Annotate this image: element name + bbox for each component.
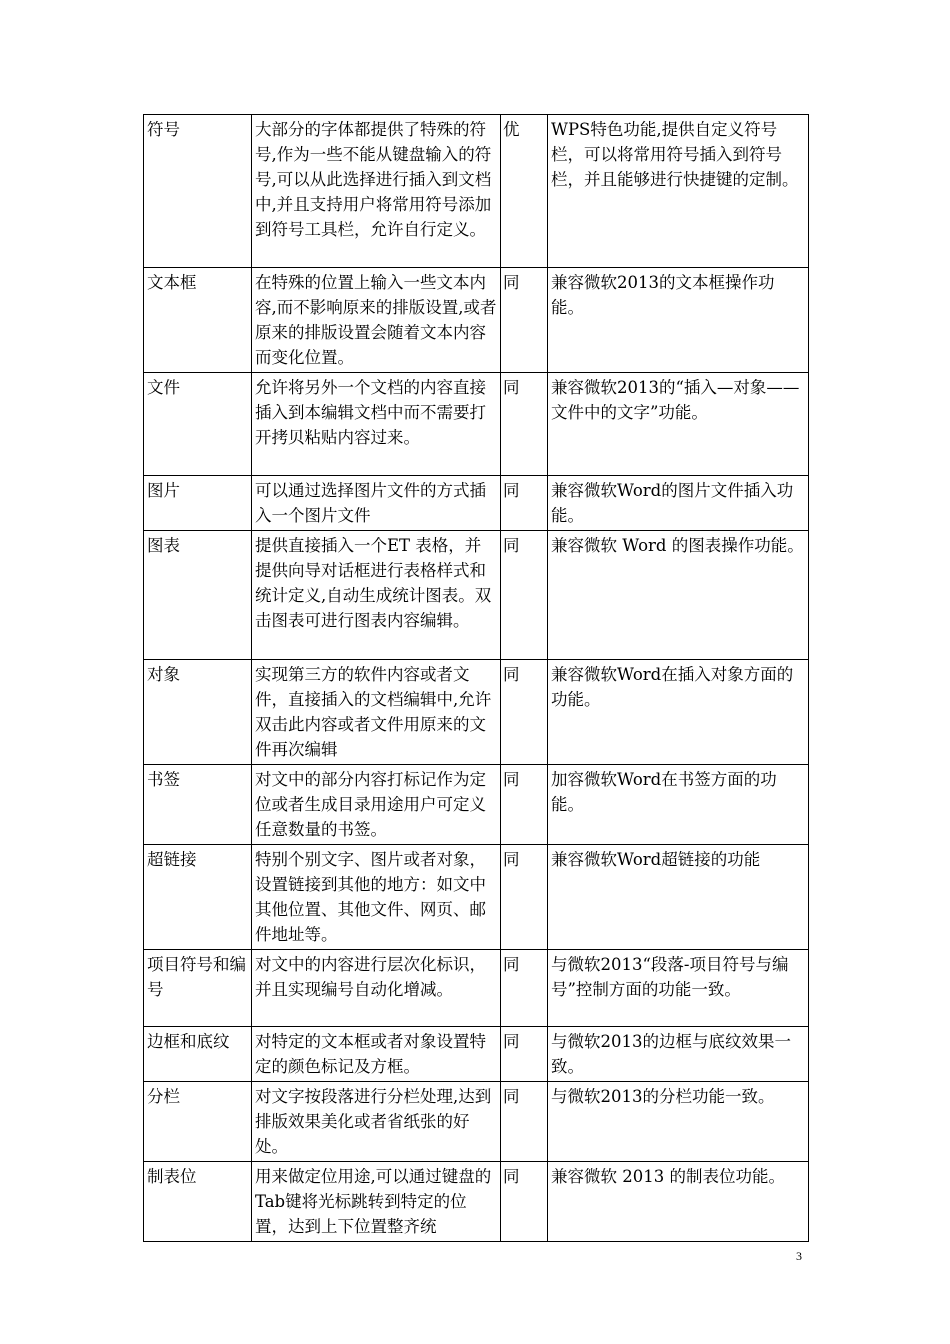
- feature-name-cell: 图表: [144, 531, 252, 660]
- compatibility-note-cell: 与微软2013的分栏功能一致。: [548, 1082, 809, 1162]
- compatibility-note-cell: 兼容微软 2013 的制表位功能。: [548, 1162, 809, 1242]
- feature-name-cell: 分栏: [144, 1082, 252, 1162]
- compatibility-note-cell: WPS特色功能,提供自定义符号栏，可以将常用符号插入到符号栏，并且能够进行快捷键的定制。: [548, 115, 809, 268]
- comparison-cell: 同: [501, 373, 548, 476]
- compatibility-note-cell: 兼容微软2013的“插入—对象——文件中的文字”功能。: [548, 373, 809, 476]
- compatibility-note-cell: 兼容微软 Word 的图表操作功能。: [548, 531, 809, 660]
- table-row: [144, 1027, 809, 1082]
- comparison-cell: 同: [501, 1162, 548, 1242]
- comparison-cell: 同: [501, 476, 548, 531]
- feature-description-cell: 特别个别文字、图片或者对象，设置链接到其他的地方：如文中其他位置、其他文件、网页、邮件地址等。: [252, 845, 501, 950]
- feature-description-cell: 提供直接插入一个ET 表格，并提供向导对话框进行表格样式和统计定义,自动生成统计图表。双击图表可进行图表内容编辑。: [252, 531, 501, 660]
- comparison-cell: 同: [501, 531, 548, 660]
- table-row: [144, 268, 809, 373]
- comparison-cell: 同: [501, 268, 548, 373]
- table-row: [144, 476, 809, 531]
- feature-name-cell: 项目符号和编号: [144, 950, 252, 1027]
- feature-description-cell: 对特定的文本框或者对象设置特定的颜色标记及方框。: [252, 1027, 501, 1082]
- table-row: [144, 765, 809, 845]
- table-row: [144, 950, 809, 1027]
- table-row: [144, 531, 809, 660]
- feature-name-cell: 书签: [144, 765, 252, 845]
- table-row: [144, 845, 809, 950]
- feature-description-cell: 实现第三方的软件内容或者文件，直接插入的文档编辑中,允许双击此内容或者文件用原来的文件再次编辑: [252, 660, 501, 765]
- comparison-cell: 同: [501, 765, 548, 845]
- feature-name-cell: 超链接: [144, 845, 252, 950]
- table-row: [144, 660, 809, 765]
- compatibility-note-cell: 兼容微软2013的文本框操作功能。: [548, 268, 809, 373]
- feature-description-cell: 在特殊的位置上输入一些文本内容,而不影响原来的排版设置,或者原来的排版设置会随着文本内容而变化位置。: [252, 268, 501, 373]
- comparison-cell: 同: [501, 845, 548, 950]
- table-row: [144, 1162, 809, 1242]
- comparison-cell: 优: [501, 115, 548, 268]
- compatibility-note-cell: 与微软2013的边框与底纹效果一致。: [548, 1027, 809, 1082]
- comparison-cell: 同: [501, 1027, 548, 1082]
- compatibility-note-cell: 兼容微软Word的图片文件插入功能。: [548, 476, 809, 531]
- feature-name-cell: 边框和底纹: [144, 1027, 252, 1082]
- feature-description-cell: 可以通过选择图片文件的方式插入一个图片文件: [252, 476, 501, 531]
- compatibility-note-cell: 兼容微软Word超链接的功能: [548, 845, 809, 950]
- page-number: 3: [796, 1249, 802, 1263]
- feature-description-cell: 对文字按段落进行分栏处理,达到排版效果美化或者省纸张的好处。: [252, 1082, 501, 1162]
- comparison-cell: 同: [501, 1082, 548, 1162]
- table-row: [144, 1082, 809, 1162]
- compatibility-note-cell: 加容微软Word在书签方面的功能。: [548, 765, 809, 845]
- feature-comparison-table: [143, 114, 809, 1242]
- feature-description-cell: 允许将另外一个文档的内容直接插入到本编辑文档中而不需要打开拷贝粘贴内容过来。: [252, 373, 501, 476]
- feature-description-cell: 大部分的字体都提供了特殊的符号,作为一些不能从键盘输入的符号,可以从此选择进行插入到文档中,并且支持用户将常用符号添加到符号工具栏，允许自行定义。: [252, 115, 501, 268]
- feature-name-cell: 图片: [144, 476, 252, 531]
- comparison-cell: 同: [501, 660, 548, 765]
- comparison-cell: 同: [501, 950, 548, 1027]
- feature-name-cell: 制表位: [144, 1162, 252, 1242]
- feature-description-cell: 对文中的部分内容打标记作为定位或者生成目录用途用户可定义任意数量的书签。: [252, 765, 501, 845]
- feature-description-cell: 用来做定位用途,可以通过键盘的Tab键将光标跳转到特定的位置，达到上下位置整齐统: [252, 1162, 501, 1242]
- feature-name-cell: 文本框: [144, 268, 252, 373]
- feature-name-cell: 对象: [144, 660, 252, 765]
- compatibility-note-cell: 与微软2013“段落-项目符号与编号”控制方面的功能一致。: [548, 950, 809, 1027]
- compatibility-note-cell: 兼容微软Word在插入对象方面的功能。: [548, 660, 809, 765]
- table-row: [144, 115, 809, 268]
- feature-name-cell: 文件: [144, 373, 252, 476]
- feature-name-cell: 符号: [144, 115, 252, 268]
- feature-description-cell: 对文中的内容进行层次化标识，并且实现编号自动化增减。: [252, 950, 501, 1027]
- table-row: [144, 373, 809, 476]
